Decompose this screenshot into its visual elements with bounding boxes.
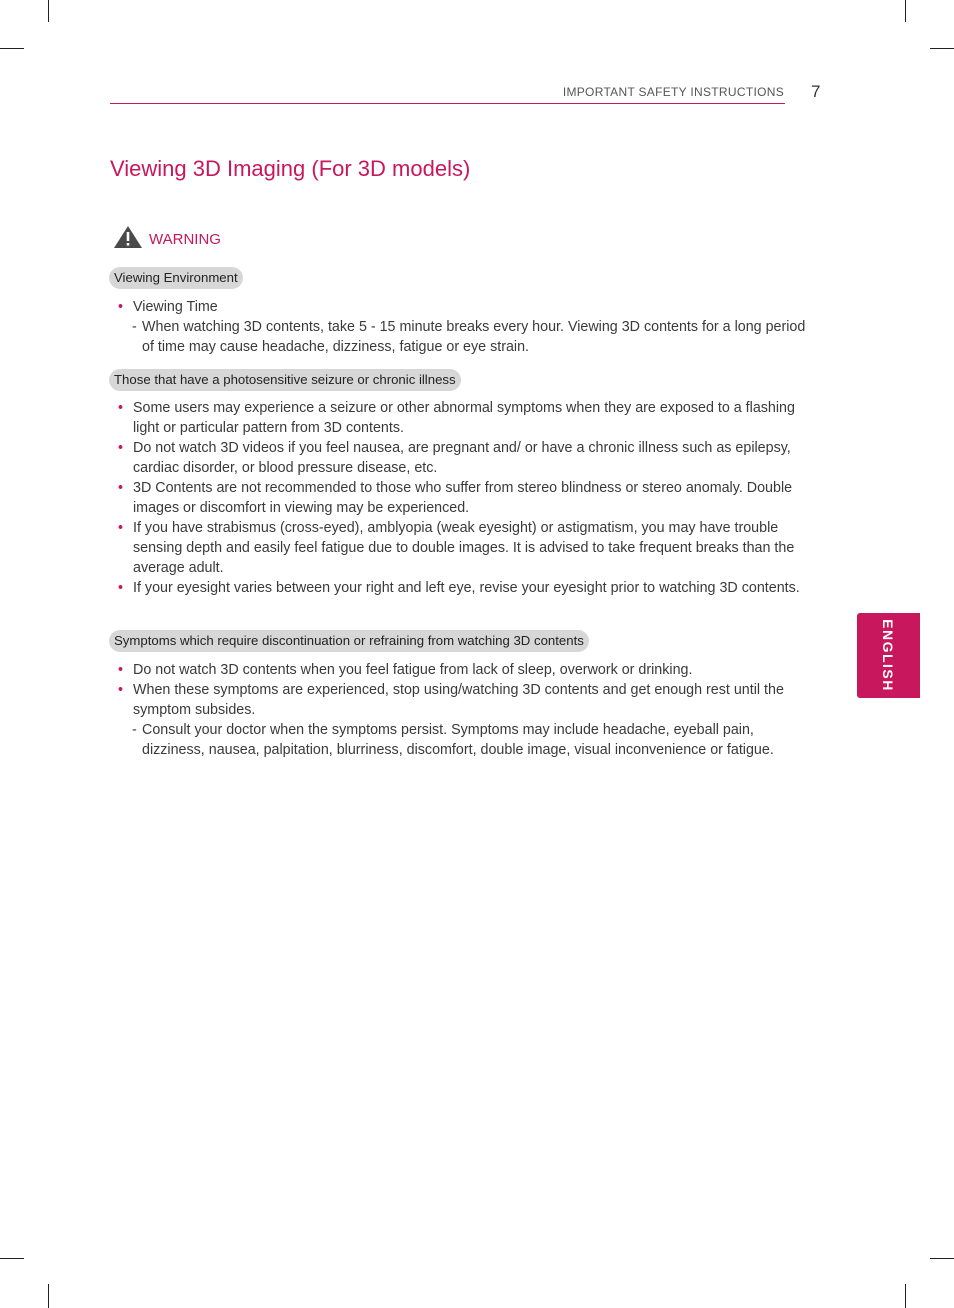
- list-item: • If your eyesight varies between your right and left eye, revise your eyesight prior to watching 3D contents.: [118, 578, 818, 598]
- language-tab-label: ENGLISH: [880, 619, 896, 692]
- crop-mark: [930, 1258, 954, 1259]
- list-item-text: When these symptoms are experienced, stop using/watching 3D contents and get enough rest until the symptom subsides.: [133, 682, 784, 718]
- list-item: • Some users may experience a seizure or other abnormal symptoms when they are exposed to a flashing light or particular pattern from 3D contents.: [118, 398, 818, 438]
- sub-item: - When watching 3D contents, take 5 - 15 minute breaks every hour. Viewing 3D contents for a long period of time may cause headache, dizziness, fatigue or eye strain.: [132, 319, 806, 355]
- crop-mark: [905, 1284, 906, 1308]
- section-symptoms-list: [118, 660, 818, 760]
- page-number: 7: [811, 82, 821, 101]
- warning-triangle-icon: [113, 225, 143, 253]
- list-item: • If you have strabismus (cross-eyed), amblyopia (weak eyesight) or astigmatism, you may have trouble sensing depth and easily feel fatigue due to double images. It is advised to take frequent breaks than the average adult.: [118, 518, 818, 578]
- crop-mark: [0, 48, 24, 49]
- page-title: Viewing 3D Imaging (For 3D models): [110, 156, 471, 181]
- list-item-text: Viewing Time: [133, 299, 218, 315]
- list-item: [118, 297, 818, 357]
- list-item: • Do not watch 3D videos if you feel nausea, are pregnant and/ or have a chronic illness such as epilepsy, cardiac disorder, or blood pressure disease, etc.: [118, 438, 818, 478]
- section-photosensitive-list: [118, 398, 818, 598]
- crop-mark: [930, 48, 954, 49]
- list-item: • Do not watch 3D contents when you feel fatigue from lack of sleep, overwork or drinking.: [118, 660, 818, 680]
- crop-mark: [0, 1258, 24, 1259]
- list-item: [118, 680, 818, 760]
- sub-item-text: When watching 3D contents, take 5 - 15 minute breaks every hour. Viewing 3D contents for a long period of time may cause headache, dizziness, fatigue or eye strain.: [142, 319, 806, 355]
- crop-mark: [48, 1284, 49, 1308]
- section-label-symptoms: Symptoms which require discontinuation or refraining from watching 3D contents: [109, 630, 589, 652]
- crop-mark: [905, 0, 906, 22]
- warning-heading: [113, 225, 221, 253]
- section-label-viewing-environment: Viewing Environment: [109, 267, 243, 289]
- section-viewing-environment-list: [118, 297, 818, 357]
- header-divider: [110, 103, 785, 104]
- section-label-photosensitive: Those that have a photosensitive seizure or chronic illness: [109, 369, 461, 391]
- sub-item: - Consult your doctor when the symptoms persist. Symptoms may include headache, eyeball pain, dizziness, nausea, palpitation, blurriness, discomfort, double image, visual inconvenience or fatigue.: [132, 722, 774, 758]
- list-item: • 3D Contents are not recommended to those who suffer from stereo blindness or stereo anomaly. Double images or discomfort in viewing may be experienced.: [118, 478, 818, 518]
- warning-label: WARNING: [149, 230, 221, 248]
- sub-item-text: Consult your doctor when the symptoms persist. Symptoms may include headache, eyeball pain, dizziness, nausea, palpitation, blurriness, discomfort, double image, visual inconvenience or fatigue.: [142, 722, 774, 758]
- header-section-title: IMPORTANT SAFETY INSTRUCTIONS: [562, 85, 784, 99]
- crop-mark: [48, 0, 49, 22]
